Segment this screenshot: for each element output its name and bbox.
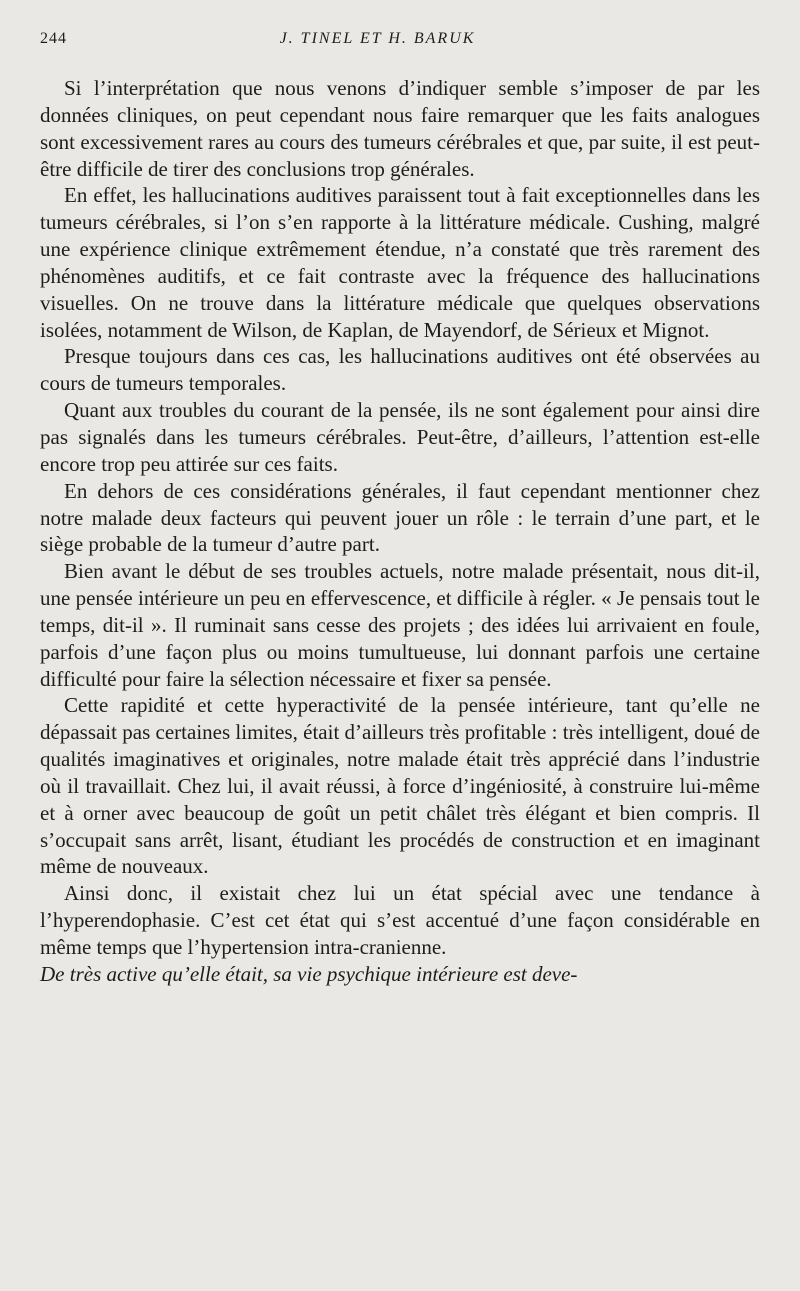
- paragraph: Quant aux troubles du courant de la pensée, ils ne sont également pour ainsi dire pas signalés dans les tumeurs cérébrales. Peut-être, d’ailleurs, l’attention est-elle encore trop peu attirée sur ces faits.: [40, 398, 760, 476]
- page-number: 244: [40, 30, 67, 47]
- running-head-authors: J. TINEL ET H. BARUK: [279, 30, 476, 47]
- running-head: [40, 30, 760, 60]
- paragraph: Presque toujours dans ces cas, les hallucinations auditives ont été observées au cours de tumeurs temporales.: [40, 344, 760, 396]
- paragraph: Ainsi donc, il existait chez lui un état spécial avec une tendance à l’hyperendophasie. C’est cet état qui s’est accentué d’une façon considérable en même temps que l’hypertension intra-cranienne.: [40, 881, 760, 959]
- paragraph: Si l’interprétation que nous venons d’indiquer semble s’imposer de par les données cliniques, on peut cependant nous faire remarquer que les faits analogues sont excessivement rares au cours des tumeurs cérébrales et que, par suite, il est peut-être difficile de tirer des conclusions trop générales.: [40, 76, 760, 181]
- paragraph: Cette rapidité et cette hyperactivité de la pensée intérieure, tant qu’elle ne dépassait pas certaines limites, était d’ailleurs très profitable : très intelligent, doué de qualités imaginatives et originales, notre malade était très apprécié dans l’industrie où il travaillait. Chez lui, il avait réussi, à force d’ingéniosité, à construire lui-même et à orner avec beaucoup de goût un petit châlet très élégant et bien compris. Il s’occupait sans arrêt, lisant, étudiant les procédés de construction et en imaginant même de nouveaux.: [40, 693, 760, 879]
- paragraph: Bien avant le début de ses troubles actuels, notre malade présentait, nous dit-il, une pensée intérieure un peu en effervescence, et difficile à régler. « Je pensais tout le temps, dit-il ». Il ruminait sans cesse des projets ; des idées lui arrivaient en foule, parfois d’une façon plus ou moins tumultueuse, lui donnant parfois une certaine difficulté pour faire la sélection nécessaire et fixer sa pensée.: [40, 559, 760, 691]
- body-text: [40, 75, 760, 988]
- paragraph: En dehors de ces considérations générales, il faut cependant mentionner chez notre malade deux facteurs qui peuvent jouer un rôle : le terrain d’une part, et le siège probable de la tumeur d’autre part.: [40, 478, 760, 557]
- italic-continuation-line: De très active qu’elle était, sa vie psychique intérieure est deve-: [40, 961, 578, 986]
- paragraph: En effet, les hallucinations auditives paraissent tout à fait exceptionnelles dans les tumeurs cérébrales, si l’on s’en rapporte à la littérature médicale. Cushing, malgré une expérience clinique extrêmement étendue, n’a constaté que très rarement des phénomènes auditifs, et ce fait contraste avec la fréquence des hallucinations visuelles. On ne trouve dans la littérature médicale que quelques observations isolées, notamment de Wilson, de Kaplan, de Mayendorf, de Sérieux et Mignot.: [40, 183, 760, 342]
